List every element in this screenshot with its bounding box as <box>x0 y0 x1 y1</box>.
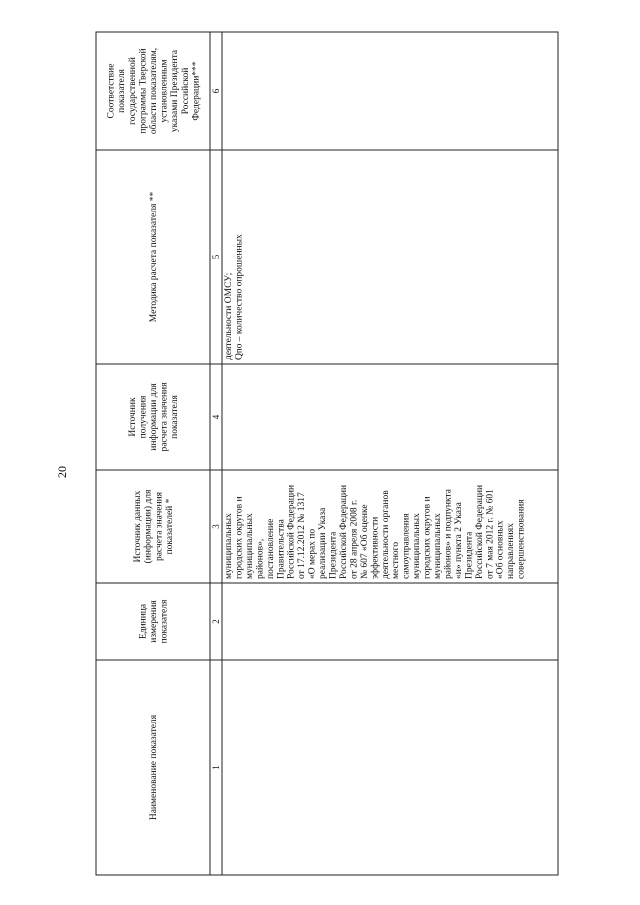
cell-text-line: «и» пункта 2 Указа <box>453 502 464 579</box>
cell-calculation-method <box>224 234 244 360</box>
column-header-line: Методика расчета показателя ** <box>149 191 159 323</box>
column-header-line: показателей * <box>164 498 175 555</box>
column-header-line: показателя <box>159 599 170 644</box>
cell-text-line: направлениях <box>506 523 517 579</box>
column-number-6: 6 <box>211 88 221 94</box>
column-header-6 <box>107 48 202 134</box>
cell-text-line: «Об основных <box>495 520 506 579</box>
cell-text-line: муниципальных <box>224 513 234 579</box>
cell-data-source <box>224 485 527 579</box>
cell-text-line: районов», <box>255 538 266 579</box>
cell-text-line: районов» и подпункта <box>443 489 454 579</box>
cell-text-line: Президента <box>464 531 475 579</box>
cell-text-line: от 28 апреля 2008 г. <box>349 499 360 579</box>
column-number-2: 2 <box>211 619 221 624</box>
column-header-2 <box>138 599 169 643</box>
column-header-line: Федерации*** <box>191 61 202 121</box>
column-header-3 <box>133 489 175 563</box>
cell-text-line: «О мерах по <box>307 528 318 579</box>
cell-text-line: Российской Федерации <box>286 484 297 579</box>
cell-text-line: совершенствования <box>516 499 527 579</box>
cell-text-line: Президента <box>328 531 339 579</box>
cell-text-line: городских округов и <box>422 496 433 579</box>
cell-text-line: муниципальных <box>433 513 443 579</box>
cell-text-line: реализации Указа <box>318 507 329 579</box>
cell-text-line: от 17.12.2012 № 1317 <box>297 492 308 579</box>
cell-text-line: Российской Федерации <box>474 484 485 579</box>
column-number-3: 3 <box>211 524 221 529</box>
column-header-line: программы Тверской <box>138 48 149 134</box>
column-header-line: государственной <box>127 57 138 125</box>
column-header-line: Источник данных <box>133 490 144 563</box>
table-border <box>96 32 558 875</box>
column-number-1: 1 <box>211 765 221 770</box>
column-header-line: показателя <box>170 395 181 439</box>
column-number-5: 5 <box>211 254 221 260</box>
cell-text-line: постановление <box>265 518 276 579</box>
cell-text-line: от 7 мая 2012 г. № 601 <box>485 489 496 579</box>
column-header-line: (информации) для <box>143 489 154 564</box>
cell-text-line: Российской Федерации <box>338 484 349 579</box>
column-header-line: области показателям, <box>149 47 159 135</box>
column-header-line: расчета значения <box>154 491 165 562</box>
column-header-line: получения <box>138 395 149 439</box>
column-header-line: Наименование показателя <box>149 714 159 821</box>
cell-text-line: самоуправления <box>401 513 412 579</box>
cell-text-line: муниципальных <box>412 513 423 579</box>
cell-text-line: деятельности ОМСУ; <box>224 272 234 360</box>
column-header-line: установленным <box>159 59 170 123</box>
column-header-line: измерения <box>149 600 159 643</box>
column-header-line: расчета значения <box>159 382 170 452</box>
column-number-4: 4 <box>211 414 221 420</box>
cell-text-line: Qno – количество опрошенных <box>234 234 245 360</box>
cell-text-line: Правительства <box>276 519 287 579</box>
cell-text-line: № 607 «Об оценке <box>359 504 370 579</box>
column-header-5 <box>149 192 159 323</box>
column-header-4 <box>128 382 180 452</box>
table-grid <box>96 32 558 875</box>
cell-text-line: муниципальных <box>244 513 255 579</box>
column-header-line: Единица <box>138 603 149 640</box>
column-header-line: Соответствие <box>106 63 117 119</box>
cell-text-line: деятельности органов <box>380 490 391 579</box>
cell-text-line: эффективности <box>370 516 381 579</box>
column-header-line: Российской <box>180 67 191 115</box>
column-header-line: показателя <box>117 69 128 113</box>
column-header-line: Источник <box>127 397 138 437</box>
cell-text-line: городских округов и <box>234 496 245 579</box>
column-header-line: информации для <box>149 383 159 451</box>
column-header-line: указами Президента <box>170 49 181 133</box>
cell-text-line: местного <box>391 541 402 579</box>
page-number: 20 <box>54 466 69 478</box>
column-header-1 <box>149 714 159 820</box>
